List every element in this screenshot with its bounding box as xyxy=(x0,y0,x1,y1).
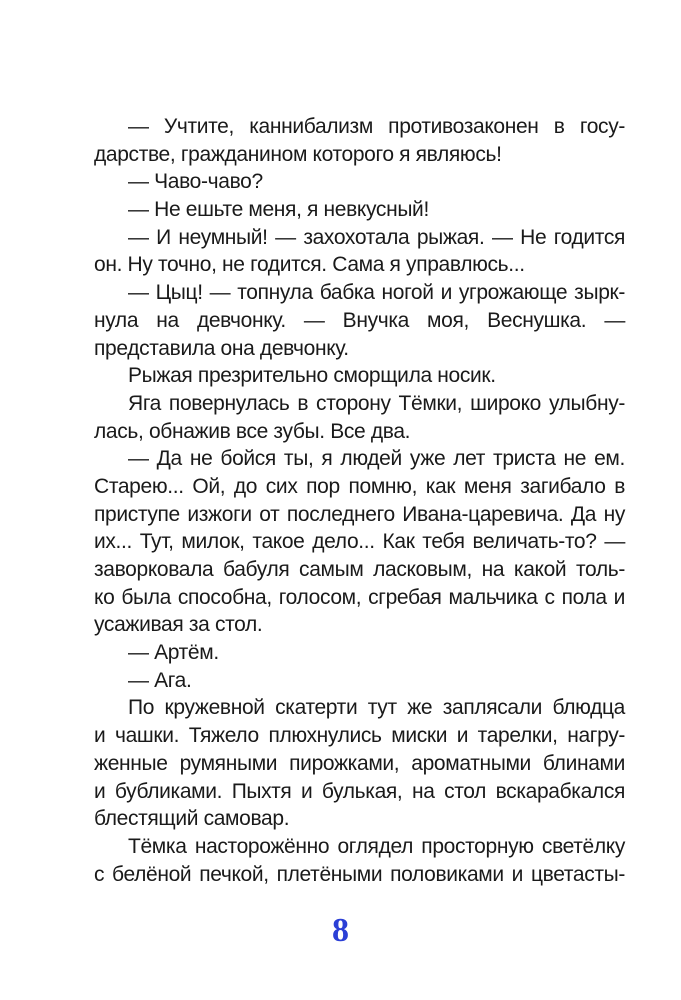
text-line: Рыжая презрительно сморщила носик. xyxy=(128,364,496,388)
text-line: ко была способна, голосом, сгребая мальчика с пола и xyxy=(94,585,625,609)
text-line: — Ага. xyxy=(128,668,192,692)
text-line: — Да не бойся ты, я людей уже лет триста не ем. xyxy=(128,447,625,471)
text-line: блестящий самовар. xyxy=(94,807,290,831)
book-page-text xyxy=(94,113,625,888)
text-line: Старею... Ой, до сих пор помню, как меня загибало в xyxy=(94,474,625,498)
text-line: лась, обнажив все зубы. Все два. xyxy=(94,419,411,443)
text-line: с белёной печкой, плетёными половиками и цветасты- xyxy=(94,862,625,886)
text-line: По кружевной скатерти тут же заплясали блюдца xyxy=(128,696,625,720)
text-line: нула на девчонку. — Внучка моя, Веснушка. — xyxy=(94,308,625,332)
text-line: и бубликами. Пыхтя и булькая, на стол вскарабкался xyxy=(94,779,625,803)
text-line: представила она девчонку. xyxy=(94,336,349,360)
text-line: приступе изжоги от последнего Ивана-царевича. Да ну xyxy=(94,502,625,526)
text-line: их... Тут, милок, такое дело... Как тебя величать-то? — xyxy=(94,530,625,554)
text-line: — Чаво-чаво? xyxy=(128,170,263,194)
text-line: — Учтите, каннибализм противозаконен в госу- xyxy=(128,115,625,138)
text-line: усаживая за стол. xyxy=(94,613,263,637)
text-line: — Артём. xyxy=(128,641,219,665)
text-line: — И неумный! — захохотала рыжая. — Не годится xyxy=(128,225,625,249)
text-line: женные румяными пирожками, ароматными блинами xyxy=(94,751,625,775)
text-line: — Не ешьте меня, я невкусный! xyxy=(128,198,429,222)
text-line: Тёмка насторожённо оглядел просторную светёлку xyxy=(128,834,625,858)
text-line: Яга повернулась в сторону Тёмки, широко улыбну- xyxy=(128,391,625,415)
text-line: заворковала бабуля самым ласковым, на какой толь- xyxy=(94,558,625,581)
text-line: и чашки. Тяжело плюхнулись миски и тарелки, нагру- xyxy=(94,724,625,748)
text-line: дарстве, гражданином которого я являюсь! xyxy=(94,142,502,166)
text-line: — Цыц! — топнула бабка ногой и угрожающе зырк- xyxy=(128,281,625,305)
text-line: он. Ну точно, не годится. Сама я управлюсь... xyxy=(94,253,525,277)
page-number: 8 xyxy=(332,912,349,949)
